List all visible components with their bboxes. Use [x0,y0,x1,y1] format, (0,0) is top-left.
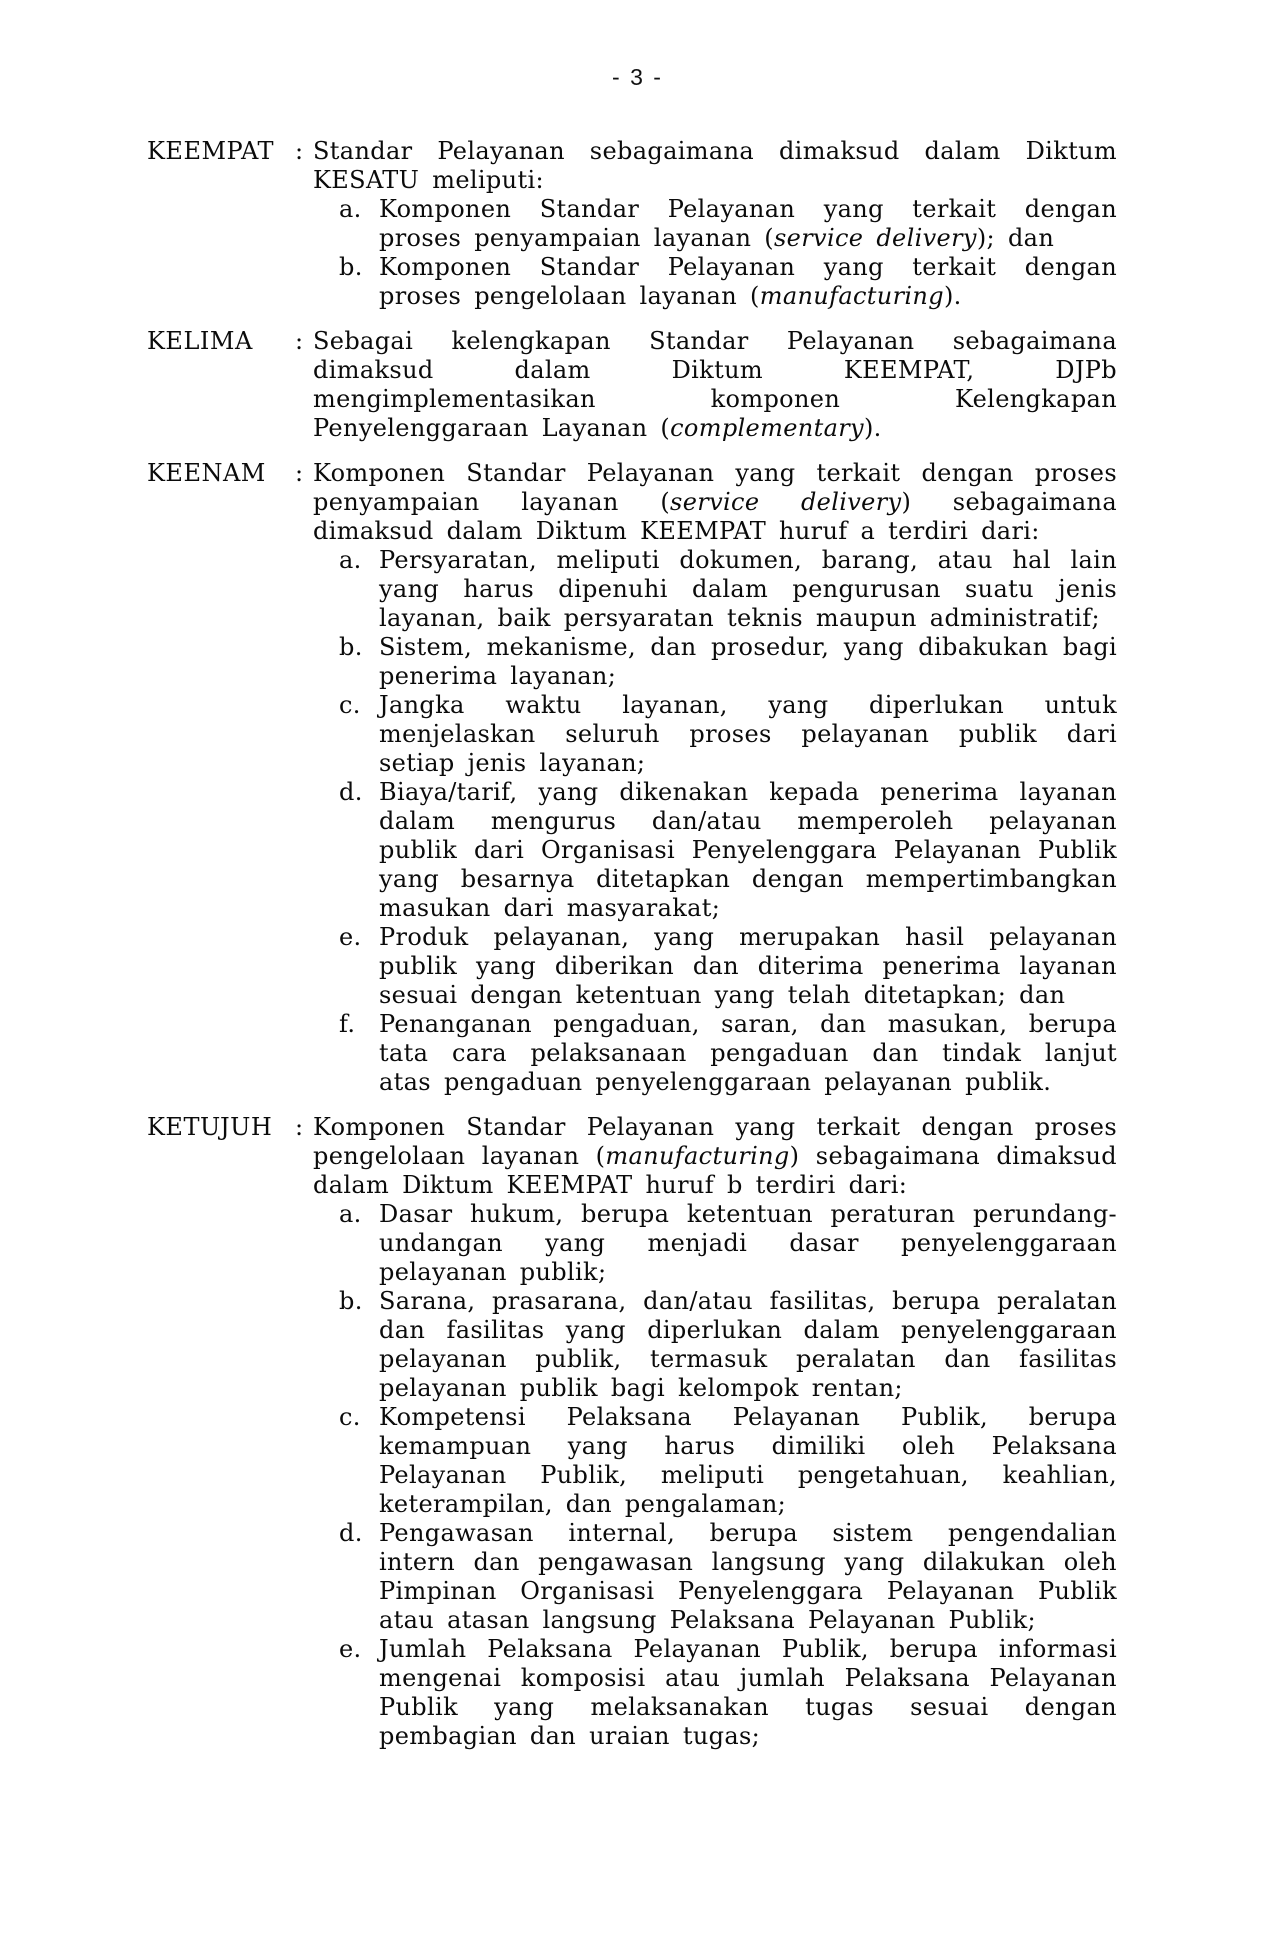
list-item-text [379,778,1117,923]
italic-text-run: manufacturing [605,1142,790,1170]
list-item-text [379,1010,1117,1097]
list-item-marker: c. [339,691,361,719]
dictum-body [313,1113,1117,1751]
dictum-colon: : [295,1113,304,1141]
list-item-marker: d. [339,1519,363,1547]
text-run: Komponen Standar Pelayanan yang terkait dengan proses penyampaian layanan ( [313,459,1117,516]
dictum-intro [313,137,1117,195]
list-item-text [379,195,1117,253]
list-item [339,1403,1117,1519]
list-item [339,923,1117,1010]
list-item-marker: e. [339,923,362,951]
list-item-text [379,1200,1117,1287]
list-item-text [379,546,1117,633]
text-run: Persyaratan, meliputi dokumen, barang, atau hal lain yang harus dipenuhi dalam pengurusan suatu jenis layanan, baik persyaratan teknis maupun administratif; [379,546,1117,632]
italic-text-run: service delivery [670,488,902,516]
list-item-marker: d. [339,778,363,806]
dictum-section [147,137,1117,311]
text-run: ) sebagaimana dimaksud dalam Diktum KEEMPAT huruf b terdiri dari: [313,1142,1118,1199]
text-run: Sistem, mekanisme, dan prosedur, yang dibakukan bagi penerima layanan; [379,633,1117,690]
italic-text-run: manufacturing [759,282,944,310]
text-run: ). [863,414,882,442]
text-run: Jangka waktu layanan, yang diperlukan untuk menjelaskan seluruh proses pelayanan publik dari setiap jenis layanan; [379,691,1117,777]
text-run: Komponen Standar Pelayanan yang terkait dengan proses pengelolaan layanan ( [313,1113,1117,1170]
text-run: Dasar hukum, berupa ketentuan peraturan perundang-undangan yang menjadi dasar penyelenggaraan pelayanan publik; [379,1200,1117,1286]
page-number: - 3 - [612,64,663,90]
dictum-term: KEENAM [147,459,266,487]
dictum-term: KETUJUH [147,1113,273,1141]
dictum-colon: : [295,327,304,355]
list-item-marker: a. [339,546,362,574]
dictum-colon: : [295,137,304,165]
list-item [339,253,1117,311]
text-run: Jumlah Pelaksana Pelayanan Publik, berupa informasi mengenai komposisi atau jumlah Pelaksana Pelayanan Publik yang melaksanakan tugas sesuai dengan pembagian dan uraian tugas; [379,1635,1117,1750]
list-item-marker: a. [339,195,362,223]
dictum-intro [313,1113,1117,1200]
list-item-marker: f. [339,1010,356,1038]
text-run: Penanganan pengaduan, saran, dan masukan, berupa tata cara pelaksanaan pengaduan dan tindak lanjut atas pengaduan penyelenggaraan pelayanan publik. [379,1010,1117,1096]
dictum-body [313,137,1117,311]
dictum-body [313,327,1117,443]
list-item [339,546,1117,633]
list-item-marker: a. [339,1200,362,1228]
list-item-text [379,253,1117,311]
list-item-marker: e. [339,1635,362,1663]
list-item-marker: b. [339,1287,363,1315]
list-item-marker: c. [339,1403,361,1431]
dictum-intro [313,459,1117,546]
list-item-text [379,691,1117,778]
text-run: ); dan [976,224,1055,252]
list-item-text [379,1519,1117,1635]
dictum-term: KELIMA [147,327,253,355]
list-item-text [379,1287,1117,1403]
list-item-text [379,923,1117,1010]
dictum-intro [313,327,1117,443]
dictum-section [147,1113,1117,1751]
list-item [339,1200,1117,1287]
text-run: Biaya/tarif, yang dikenakan kepada penerima layanan dalam mengurus dan/atau memperoleh pelayanan publik dari Organisasi Penyelenggara Pelayanan Publik yang besarnya ditetapkan dengan mempertimbangkan masukan dari masyarakat; [379,778,1117,922]
dictum-body [313,459,1117,1097]
list-item-marker: b. [339,253,363,281]
dictum-term: KEEMPAT [147,137,275,165]
text-run: Komponen Standar Pelayanan yang terkait dengan proses pengelolaan layanan ( [379,253,1117,310]
list-item [339,691,1117,778]
lettered-list [313,1200,1117,1751]
text-run: ). [943,282,962,310]
dictum-section [147,327,1117,443]
list-item [339,195,1117,253]
text-run: Sebagai kelengkapan Standar Pelayanan sebagaimana dimaksud dalam Diktum KEEMPAT, DJPb mengimplementasikan komponen Kelengkapan Penyelenggaraan Layanan ( [313,327,1117,442]
list-item-text [379,633,1117,691]
list-item [339,633,1117,691]
list-item [339,1010,1117,1097]
list-item-marker: b. [339,633,363,661]
dictum-section [147,459,1117,1097]
list-item [339,778,1117,923]
text-run: Komponen Standar Pelayanan yang terkait dengan proses penyampaian layanan ( [379,195,1117,252]
text-run: Standar Pelayanan sebagaimana dimaksud dalam Diktum KESATU meliputi: [313,137,1117,194]
italic-text-run: service delivery [774,224,977,252]
text-run: Produk pelayanan, yang merupakan hasil pelayanan publik yang diberikan dan diterima penerima layanan sesuai dengan ketentuan yang telah ditetapkan; dan [379,923,1117,1009]
lettered-list [313,546,1117,1097]
text-run: Kompetensi Pelaksana Pelayanan Publik, berupa kemampuan yang harus dimiliki oleh Pelaksana Pelayanan Publik, meliputi pengetahuan, keahlian, keterampilan, dan pengalaman; [379,1403,1117,1518]
text-run: Pengawasan internal, berupa sistem pengendalian intern dan pengawasan langsung yang dilakukan oleh Pimpinan Organisasi Penyelenggara Pelayanan Publik atau atasan langsung Pelaksana Pelayanan Publik; [379,1519,1117,1634]
decree-sections [147,137,1117,1751]
lettered-list [313,195,1117,311]
list-item-text [379,1403,1117,1519]
list-item-text [379,1635,1117,1751]
list-item [339,1519,1117,1635]
list-item [339,1635,1117,1751]
list-item [339,1287,1117,1403]
italic-text-run: complementary [670,414,864,442]
text-run: ) sebagaimana dimaksud dalam Diktum KEEMPAT huruf a terdiri dari: [313,488,1118,545]
dictum-colon: : [295,459,304,487]
text-run: Sarana, prasarana, dan/atau fasilitas, berupa peralatan dan fasilitas yang diperlukan dalam penyelenggaraan pelayanan publik, termasuk peralatan dan fasilitas pelayanan publik bagi kelompok rentan; [379,1287,1117,1402]
